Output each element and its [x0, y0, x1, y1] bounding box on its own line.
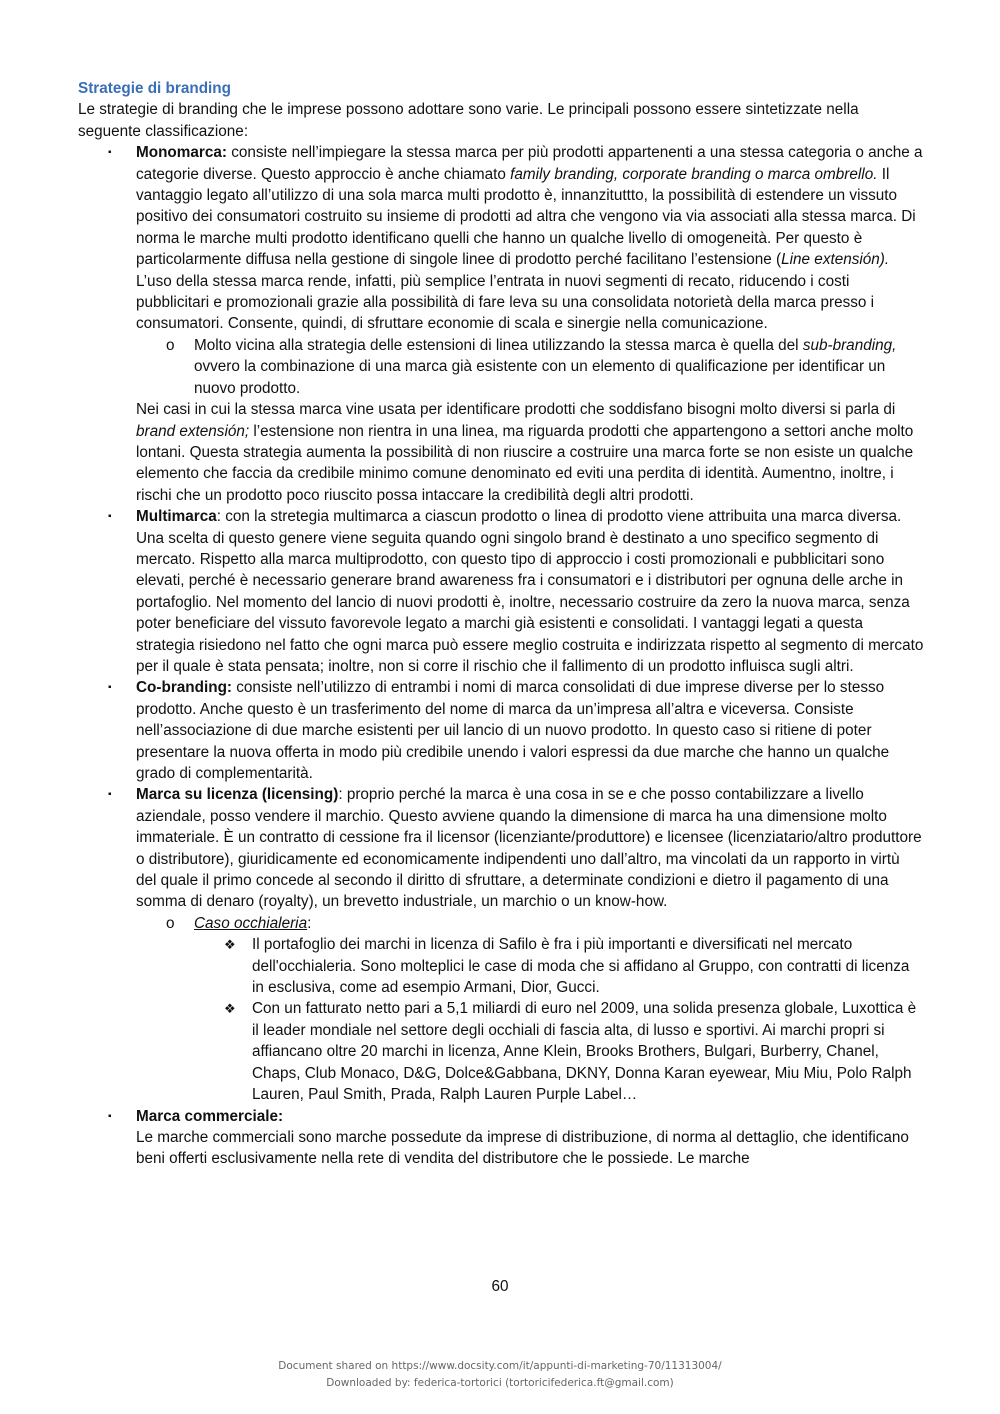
case-title: Caso occhialeria	[194, 914, 308, 932]
item-text: Il vantaggio legato all’utilizzo di una sola marca multi prodotto è, innanzituttto, la possibilità di estendere un vissuto positivo dei consumatori costruito su insieme di prodotti ad altra che vengono via via associati alla stessa marca. Di norma le marche multi prodotto identificano quelli che hanno un qualche livello di omogeneità. Per questo è particolarmente diffusa nella gestione di singole linee di prodotto perché facilitano l’estensione (	[136, 165, 916, 269]
item-emphasis: sub-branding,	[802, 336, 897, 354]
square-bullet-icon: ▪	[108, 147, 112, 159]
intro-paragraph: Le strategie di branding che le imprese possono adottare sono varie. Le principali possono essere sintetizzate nella seguente classificazione:	[78, 101, 859, 140]
case-colon: :	[307, 914, 312, 932]
case-item-safilo	[78, 934, 924, 998]
diamond-bullet-icon: ❖	[224, 1001, 236, 1017]
item-text: : proprio perché la marca è una cosa in se e che posso contabilizzare a livello aziendale, posso vendere il marchio. Questo avviene quando la dimensione di marca ha una dimensione molto immateriale. È un contratto di cessione fra il licensor (licenziante/produttore) e licensee (licenziatario/altro produttore o distributore), giuridicamente ed economicamente indipendenti uno dall’altro, ma vincolati da un rapporto in virtù del quale il primo concede al secondo il diritto di sfruttare, a determinate condizioni e dietro il pagamento di una somma di denaro (royalty), un brevetto industriale, un marchio o un know-how.	[136, 786, 922, 911]
item-title: Marca su licenza (licensing)	[136, 786, 339, 804]
square-bullet-icon: ▪	[108, 1110, 112, 1122]
item-emphasis: Line extensión).	[781, 251, 890, 269]
item-text: Molto vicina alla strategia delle estensioni di linea utilizzando la stessa marca è quella del	[194, 336, 803, 354]
item-text: consiste nell’impiegare la stessa marca per più prodotti appartenenti a una stessa categoria o anche a categorie diverse. Questo approccio è anche chiamato	[136, 144, 923, 183]
list-item-licensing	[78, 784, 924, 912]
item-emphasis: brand extensión;	[136, 422, 250, 440]
item-title: Marca commerciale:	[136, 1107, 284, 1125]
item-title: Multimarca	[136, 508, 217, 526]
list-item-marca-commerciale	[78, 1106, 924, 1127]
item-text: ovvero la combinazione di una marca già esistente con un elemento di qualificazione per identificar un nuovo prodotto.	[194, 358, 886, 397]
item-text: Il portafoglio dei marchi in licenza di Safilo è fra i più importanti e diversificati nel mercato dell'occhialeria. Sono molteplici le case di moda che si affidano al Gruppo, con contratti di licenza in esclusiva, come ad esempio Armani, Dior, Gucci.	[252, 936, 910, 997]
item-text: Con un fatturato netto pari a 5,1 miliardi di euro nel 2009, una solida presenza globale, Luxottica è il leader mondiale nel settore degli occhiali di fascia alta, di lusso e sportivi. Ai marchi propri si affiancano oltre 20 marchi in licenza, Anne Klein, Brooks Brothers, Bulgari, Burberry, Chanel, Chaps, Club Monaco, D&G, Dolce&Gabbana, DKNY, Donna Karan eyewear, Miu Miu, Polo Ralph Lauren, Paul Smith, Prada, Ralph Lauren Purple Label…	[252, 1000, 917, 1104]
footer-downloaded-by: Downloaded by: federica-tortorici (tortoricifederica.ft@gmail.com)	[326, 1377, 674, 1389]
item-text: Nei casi in cui la stessa marca vine usata per identificare prodotti che soddisfano bisogni molto diversi si parla di	[136, 401, 896, 419]
footer-shared-link[interactable]: Document shared on https://www.docsity.com/it/appunti-di-marketing-70/11313004/	[278, 1360, 722, 1372]
circle-bullet-icon: o	[166, 336, 175, 354]
list-item-monomarca	[78, 142, 924, 335]
diamond-bullet-icon: ❖	[224, 937, 236, 953]
square-bullet-icon: ▪	[108, 511, 112, 523]
document-body	[78, 78, 924, 1170]
item-text: consiste nell’utilizzo di entrambi i nomi di marca consolidati di due imprese diverse per lo stesso prodotto. Anche questo è un trasferimento del nome di marca da un’impresa all’altra e viceversa. Consiste nell’associazione di due marche esistenti per uil lancio di un nuovo prodotto. In questo caso si ritiene di poter presentare la nuova offerta in modo più credibile unendo i valori espressi da due marche che hanno un qualche grado di complementarità.	[136, 679, 890, 782]
marca-commerciale-paragraph: Le marche commerciali sono marche possedute da imprese di distribuzione, di norma al dettaglio, che identificano beni offerti esclusivamente nella rete di vendita del distributore che le possiede. Le marche	[136, 1128, 909, 1168]
item-title: Co-branding:	[136, 679, 233, 697]
item-text: : con la stretegia multimarca a ciascun prodotto o linea di prodotto viene attribuita una marca diversa. Una scelta di questo genere viene seguita quando ogni singolo brand è destinato a uno specifico segmento di mercato. Rispetto alla marca multiprodotto, con questo tipo di approccio i costi promozionali e pubblicitari sono elevati, perché è necessario generare brand awareness fra i consumatori e i distributori per ognuna delle arche in portafoglio. Nel momento del lancio di nuovi prodotti è, inoltre, necessario costruire da zero la nuova marca, senza poter beneficiare del vissuto favorevole legato a marchi già esistenti e consolidati. I vantaggi legati a questa strategia risiedono nel fatto che ogni marca può essere meglio costruita e indirizzata rispetto al segmento di mercato per il quale è stata pensata; inoltre, non si corre il rischio che il fallimento di un prodotto influisca sugli altri.	[136, 508, 924, 675]
sub-list-item-caso-occhialeria	[78, 913, 924, 934]
item-text: l’estensione non rientra in una linea, ma riguarda prodotti che appartengono a settori anche molto lontani. Questa strategia aumenta la possibilità di non riuscire a costruire una marca forte se non esiste un qualche elemento che faccia da credibile minimo comune denominato ed eviti una perdita di identità. Aumentno, inoltre, i rischi che un prodotto poco riuscito possa intaccare la credibilità degli altri prodotti.	[136, 422, 914, 504]
square-bullet-icon: ▪	[108, 682, 112, 694]
item-emphasis: family branding, corporate branding o marca ombrello.	[510, 165, 878, 183]
case-item-luxottica	[78, 998, 924, 1105]
list-item-co-branding	[78, 677, 924, 784]
sub-list-item-sub-branding	[78, 335, 924, 399]
section-heading: Strategie di branding	[78, 80, 231, 97]
square-bullet-icon: ▪	[108, 789, 112, 801]
list-item-multimarca	[78, 506, 924, 677]
item-title: Monomarca:	[136, 144, 227, 162]
page-number: 60	[491, 1278, 509, 1295]
circle-bullet-icon: o	[166, 914, 175, 932]
item-text: L’uso della stessa marca rende, infatti, più semplice l’entrata in nuovi segmenti di recato, riducendo i costi pubblicitari e promozionali grazie alla possibilità di fare leva su una consolidata notorietà della marca presso i consumatori. Consente, quindi, di sfruttare economie di scala e sinergie nella comunicazione.	[136, 272, 875, 333]
brand-extension-paragraph	[78, 399, 924, 506]
